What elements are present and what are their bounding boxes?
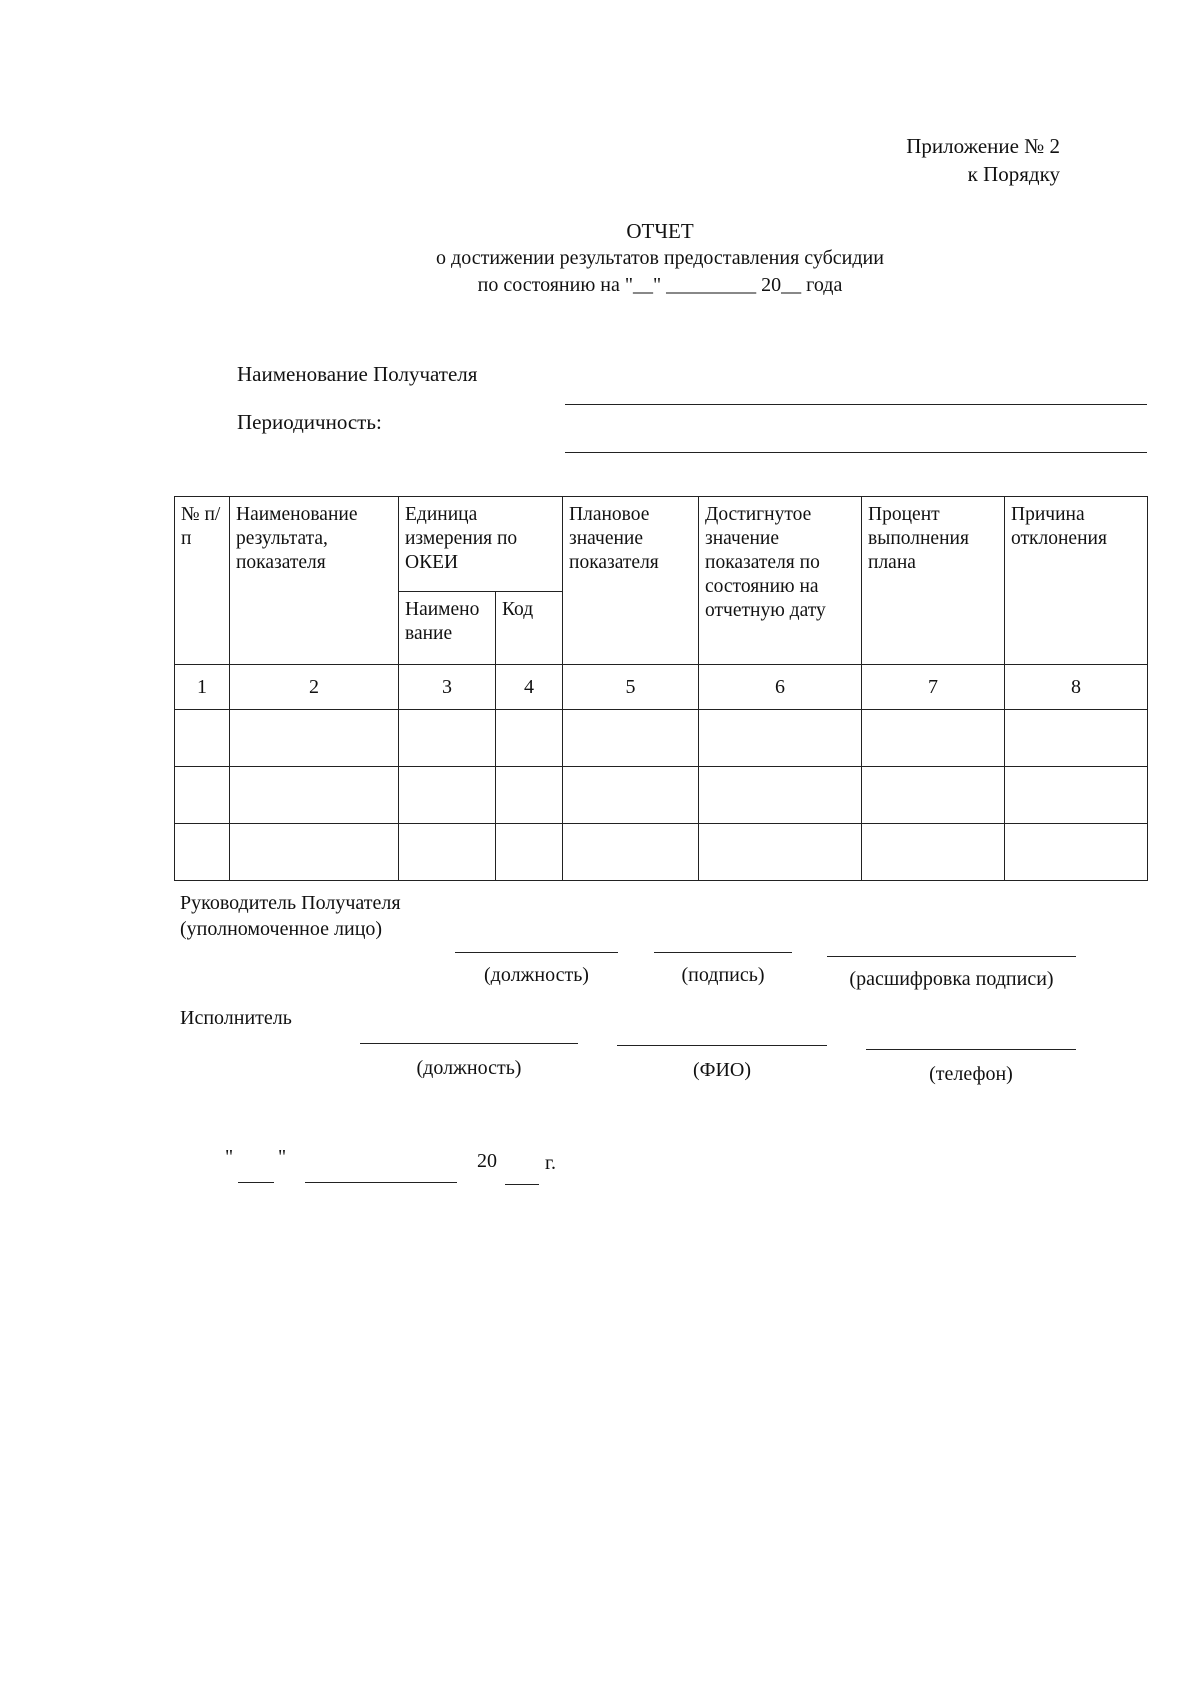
table-cell[interactable] — [1005, 767, 1148, 824]
header-unit-code: Код — [496, 592, 563, 665]
header-planned: Плановое значение показателя — [563, 497, 699, 665]
head-caption-position: (должность) — [484, 964, 589, 986]
head-signature-line[interactable] — [654, 952, 792, 953]
table-cell[interactable] — [862, 767, 1005, 824]
table-row — [175, 824, 1148, 881]
table-cell[interactable] — [862, 710, 1005, 767]
header-achieved: Достигнутое значение показателя по состоянию на отчетную дату — [699, 497, 862, 665]
table-cell[interactable] — [1005, 824, 1148, 881]
header-percent: Процент выполнения плана — [862, 497, 1005, 665]
table-cell[interactable] — [230, 710, 399, 767]
column-number: 3 — [399, 665, 496, 710]
report-subtitle: о достижении результатов предоставления субсидии — [436, 247, 884, 269]
table-cell[interactable] — [1005, 710, 1148, 767]
table-cell[interactable] — [496, 767, 563, 824]
head-label-line2: (уполномоченное лицо) — [180, 918, 383, 940]
column-number-row — [175, 665, 1148, 710]
table-cell[interactable] — [175, 710, 230, 767]
date-year-prefix: 20 — [477, 1150, 497, 1172]
report-date-line: по состоянию на "__" _________ 20__ года — [477, 274, 843, 296]
table-cell[interactable] — [563, 824, 699, 881]
column-number: 5 — [563, 665, 699, 710]
column-number: 6 — [699, 665, 862, 710]
executor-phone-line[interactable] — [866, 1049, 1076, 1050]
report-heading: ОТЧЕТ — [626, 219, 694, 243]
table-cell[interactable] — [699, 824, 862, 881]
table-row — [175, 710, 1148, 767]
recipient-name-label: Наименование Получателя — [237, 362, 478, 386]
executor-label: Исполнитель — [180, 1007, 292, 1029]
table-cell[interactable] — [399, 824, 496, 881]
header-unit-name: Наимено вание — [399, 592, 496, 665]
head-position-line[interactable] — [455, 952, 618, 953]
table-cell[interactable] — [699, 710, 862, 767]
recipient-name-line[interactable] — [565, 404, 1147, 405]
column-number: 8 — [1005, 665, 1148, 710]
table-row — [175, 767, 1148, 824]
header-unit: Единица измерения по ОКЕИ — [399, 497, 563, 592]
header-result-name: Наименование результата, показателя — [230, 497, 399, 665]
head-caption-signature: (подпись) — [681, 964, 765, 986]
table-cell[interactable] — [175, 767, 230, 824]
executor-caption-position: (должность) — [416, 1057, 522, 1079]
head-caption-decoding: (расшифровка подписи) — [849, 968, 1054, 990]
periodicity-line[interactable] — [565, 452, 1147, 453]
table-header-row — [175, 497, 1148, 592]
table-cell[interactable] — [230, 767, 399, 824]
head-decoding-line[interactable] — [827, 956, 1076, 957]
appendix-reference: к Порядку — [967, 162, 1060, 186]
date-year-line[interactable] — [505, 1184, 539, 1185]
report-table — [174, 496, 1148, 881]
report-title-block — [0, 218, 1200, 299]
table-cell[interactable] — [496, 710, 563, 767]
periodicity-label: Периодичность: — [237, 410, 382, 434]
table-cell[interactable] — [862, 824, 1005, 881]
executor-caption-fio: (ФИО) — [692, 1059, 751, 1081]
column-number: 2 — [230, 665, 399, 710]
table-cell[interactable] — [699, 767, 862, 824]
column-number: 1 — [175, 665, 230, 710]
date-year-suffix: г. — [545, 1152, 556, 1174]
column-number: 7 — [862, 665, 1005, 710]
table-cell[interactable] — [563, 767, 699, 824]
date-day-line[interactable] — [238, 1182, 274, 1183]
date-quote-open: " — [225, 1146, 234, 1168]
header-no: № п/п — [175, 497, 230, 665]
table-cell[interactable] — [563, 710, 699, 767]
date-month-line[interactable] — [305, 1182, 457, 1183]
table-cell[interactable] — [230, 824, 399, 881]
column-number: 4 — [496, 665, 563, 710]
table-cell[interactable] — [175, 824, 230, 881]
executor-position-line[interactable] — [360, 1043, 578, 1044]
head-label-line1: Руководитель Получателя — [180, 892, 401, 914]
executor-fio-line[interactable] — [617, 1045, 827, 1046]
executor-caption-phone: (телефон) — [929, 1063, 1013, 1085]
head-label — [180, 890, 401, 942]
table-cell[interactable] — [399, 767, 496, 824]
table-cell[interactable] — [399, 710, 496, 767]
appendix-number: Приложение № 2 — [906, 134, 1060, 158]
header-reason: Причина отклонения — [1005, 497, 1148, 665]
appendix-header — [906, 132, 1060, 188]
date-quote-close: " — [278, 1146, 287, 1168]
table-cell[interactable] — [496, 824, 563, 881]
